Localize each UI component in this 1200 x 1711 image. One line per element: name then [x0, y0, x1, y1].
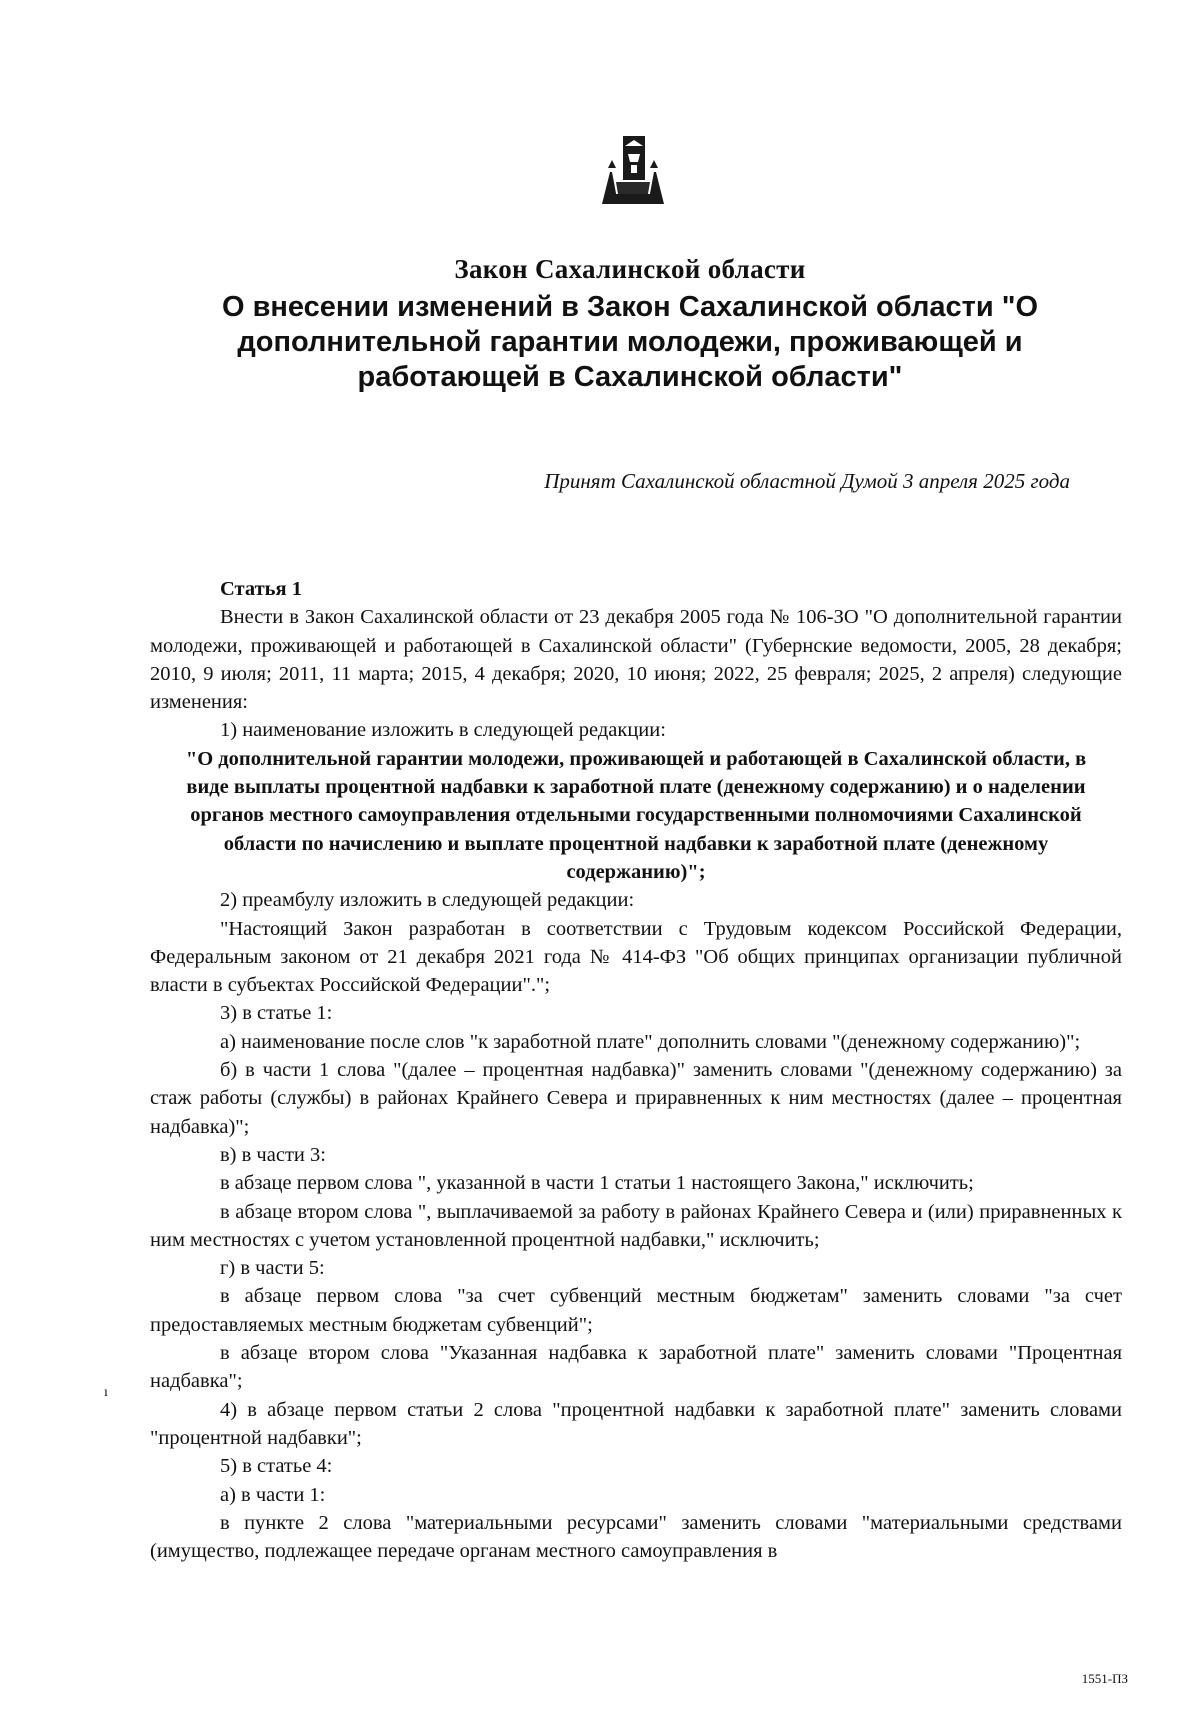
- document-body: [150, 575, 1122, 1565]
- law-title: Закон Сахалинской области: [454, 254, 806, 284]
- margin-mark: ı: [104, 1385, 108, 1400]
- new-law-name: "О дополнительной гарантии молодежи, проживающей и работающей в Сахалинской области, в виде выплаты процентной надбавки к заработной плате (денежному содержанию) и о наделении органов местного самоуправления отдельными государственными полномочиями Сахалинской области по начислению и выплате процентной надбавки к заработной плате (денежному содержанию)";: [185, 747, 1087, 883]
- item-2: 2) преамбулу изложить в следующей редакции:: [220, 889, 635, 912]
- article-intro: Внести в Закон Сахалинской области от 23 декабря 2005 года № 106-ЗО "О дополнительной гарантии молодежи, проживающей и работающей в Сахалинской области" (Губернские ведомости, 2005, 28 декабря; 2010, 9 июля; 2011, 11 марта; 2015, 4 декабря; 2020, 10 июня; 2022, 25 февраля; 2025, 2 апреля) следующие изменения:: [150, 606, 1122, 714]
- item-5a: а) в части 1:: [220, 1483, 326, 1506]
- item-3c-paragraph-2: в абзаце втором слова ", выплачиваемой за работу в районах Крайнего Севера и (или) приравненных к ним местностях с учетом установленной процентной надбавки," исключить;: [150, 1200, 1122, 1251]
- item-3d-paragraph-1: в абзаце первом слова "за счет субвенций местным бюджетам" заменить словами "за счет предоставляемых местным бюджетам субвенций";: [150, 1285, 1122, 1336]
- item-3d-paragraph-2: в абзаце втором слова "Указанная надбавка к заработной плате" заменить словами "Процентная надбавка";: [150, 1342, 1122, 1393]
- article-title: Статья 1: [220, 578, 302, 600]
- item-3b: б) в части 1 слова "(далее – процентная надбавка)" заменить словами "(денежному содержанию) за стаж работы (службы) в районах Крайнего Севера и приравненных к ним местностях (далее – процентная надбавка)";: [150, 1059, 1122, 1138]
- item-3a: а) наименование после слов "к заработной плате" дополнить словами "(денежному содержанию)";: [220, 1030, 1081, 1053]
- item-4: 4) в абзаце первом статьи 2 слова "процентной надбавки к заработной плате" заменить словами "процентной надбавки";: [150, 1398, 1122, 1449]
- item-3: 3) в статье 1:: [220, 1002, 333, 1025]
- item-5a-point-2: в пункте 2 слова "материальными ресурсами" заменить словами "материальными средствами (имущество, подлежащее передаче органам местного самоуправления в: [150, 1511, 1122, 1563]
- item-3d: г) в части 5:: [220, 1257, 325, 1280]
- item-3c-paragraph-1: в абзаце первом слова ", указанной в части 1 статьи 1 настоящего Закона," исключить;: [220, 1172, 974, 1195]
- preamble-text: "Настоящий Закон разработан в соответствии с Трудовым кодексом Российской Федерации, Федеральным законом от 21 декабря 2021 года № 414-ФЗ "Об общих принципах организации публичной власти в субъектах Российской Федерации".";: [150, 917, 1122, 997]
- document-code: 1551-ПЗ: [1081, 1671, 1128, 1686]
- item-5: 5) в статье 4:: [220, 1455, 333, 1478]
- item-3c: в) в части 3:: [220, 1143, 326, 1166]
- adoption-note: Принят Сахалинской областной Думой 3 апреля 2025 года: [544, 469, 1070, 493]
- law-heading: О внесении изменений в Закон Сахалинской области "О дополнительной гарантии молодежи, проживающей и работающей в Сахалинской области": [221, 291, 1039, 393]
- item-1: 1) наименование изложить в следующей редакции:: [220, 719, 666, 742]
- sakhalin-coat-of-arms-icon: [598, 132, 668, 212]
